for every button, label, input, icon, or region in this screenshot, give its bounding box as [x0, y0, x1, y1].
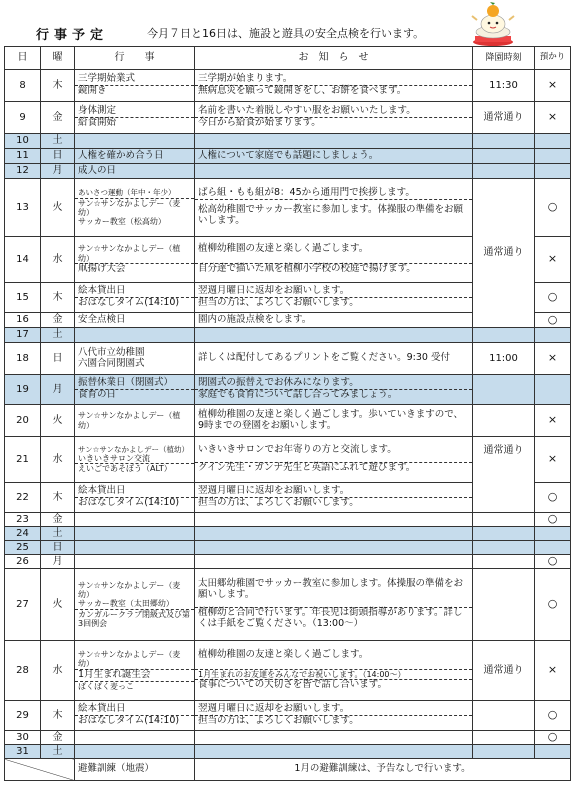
table-cell: 通常通り: [473, 641, 535, 701]
table-cell: ×: [535, 641, 571, 701]
event-text: おはなしタイム(14:10): [75, 297, 194, 309]
table-cell: [195, 701, 473, 731]
table-cell: [195, 483, 473, 513]
table-cell: 16: [5, 313, 41, 328]
table-cell: 18: [5, 343, 41, 375]
table-cell: [75, 541, 195, 555]
table-row: [5, 164, 571, 179]
table-cell: ○: [535, 569, 571, 641]
table-cell: [473, 328, 535, 343]
notice-text: 翌週月曜日に返却をお願いします。: [198, 285, 350, 297]
table-cell: [473, 164, 535, 179]
table-cell: [473, 541, 535, 555]
notice-text: 植柳幼と合同で行います。年長児は街頭指導があります。詳しくは手紙をご覧ください。（13:00～）: [195, 607, 472, 630]
table-cell: [195, 731, 473, 745]
table-cell: [195, 134, 473, 149]
table-cell: 27: [5, 569, 41, 641]
table-cell: [473, 149, 535, 164]
table-cell: [195, 569, 473, 641]
table-cell: 水: [41, 237, 75, 283]
schedule-table: [4, 46, 571, 781]
table-cell: [75, 513, 195, 527]
table-row: [5, 134, 571, 149]
table-cell: [473, 513, 535, 527]
table-cell: [75, 328, 195, 343]
col-time: 降園時刻: [473, 47, 535, 70]
event-text: 六園合同閉園式: [78, 357, 145, 369]
event-text: サン☆サンなかよしデー（麦幼）: [75, 198, 194, 217]
table-cell: [473, 375, 535, 405]
table-cell: 木: [41, 483, 75, 513]
table-cell: 人権を確かめ合う日: [75, 149, 195, 164]
table-cell: 水: [41, 641, 75, 701]
table-cell: [535, 375, 571, 405]
table-cell: 25: [5, 541, 41, 555]
table-row: [5, 555, 571, 569]
event-text: おはなしタイム(14:10): [75, 715, 194, 727]
col-azukari: 預かり: [535, 47, 571, 70]
table-row: [5, 527, 571, 541]
table-cell: 土: [41, 134, 75, 149]
table-cell: 土: [41, 328, 75, 343]
table-cell: [75, 555, 195, 569]
table-cell: サン☆サンなかよしデー（植幼）: [75, 405, 195, 437]
table-cell: [75, 527, 195, 541]
notice-text: 三学期が始まります。: [198, 73, 293, 85]
table-cell: [195, 328, 473, 343]
table-cell: ○: [535, 555, 571, 569]
table-cell: ×: [535, 70, 571, 102]
table-cell: [195, 375, 473, 405]
event-text: ぱくぱく麦っこ: [75, 681, 194, 691]
table-cell: [75, 745, 195, 759]
table-cell: ○: [535, 483, 571, 513]
notice-text: 家庭でも食育について話し合ってみましょう。: [195, 389, 472, 401]
notice-text: 翌週月曜日に返却をお願いします。: [198, 485, 350, 497]
table-cell: [473, 527, 535, 541]
notice-text: 担当の方は、よろしくお願いします。: [195, 297, 472, 309]
table-cell: 金: [41, 513, 75, 527]
event-text: 八代市立幼稚園: [78, 346, 145, 358]
table-cell: 金: [41, 102, 75, 134]
kagami-mochi-mascot-icon: [468, 2, 518, 46]
table-row: [5, 569, 571, 641]
table-cell: [75, 569, 195, 641]
table-cell: [75, 237, 195, 283]
table-cell: 28: [5, 641, 41, 701]
notice-text: 植柳幼稚園の友達と楽しく過ごします。: [198, 648, 369, 660]
table-cell: ×: [535, 437, 571, 483]
notice-text: いきいきサロンでお年寄りの方と交流します。: [198, 444, 397, 456]
table-cell: 9: [5, 102, 41, 134]
col-day: 日: [5, 47, 41, 70]
table-cell: 11:00: [473, 343, 535, 375]
table-cell: 11:30: [473, 70, 535, 102]
notice-text: 担当の方は、よろしくお願いします。: [195, 497, 472, 509]
table-cell: 避難訓練（地震）: [75, 759, 195, 781]
table-cell: 日: [41, 541, 75, 555]
table-cell: 日: [41, 343, 75, 375]
event-text: おはなしタイム(14:10): [75, 497, 194, 509]
table-cell: [75, 179, 195, 237]
table-cell: [75, 483, 195, 513]
table-cell: 日: [41, 149, 75, 164]
table-cell: [473, 405, 535, 437]
notice-text: 今日から給食が始まります。: [195, 117, 472, 129]
table-cell: 19: [5, 375, 41, 405]
notice-text: 太田郷幼稚園でサッカー教室に参加します。体操服の準備をお願いします。: [198, 578, 464, 601]
event-text: サン☆サンなかよしデー（植幼）: [78, 444, 189, 454]
event-text: カンガルークラブ閉級式及び第3回例会: [75, 609, 194, 628]
table-cell: 20: [5, 405, 41, 437]
table-row-evacuation-drill: [5, 759, 571, 781]
header-notice: 今月７日と16日は、施設と遊具の安全点検を行います。: [147, 27, 425, 40]
event-text: 給食開始: [75, 117, 194, 129]
page-title: 行事予定: [36, 28, 109, 43]
table-cell: 植柳幼稚園の友達と楽しく過ごします。歩いていきますので、9時までの登園をお願いします。: [195, 405, 473, 437]
table-cell: [195, 745, 473, 759]
table-cell: [195, 237, 473, 283]
table-cell: 10: [5, 134, 41, 149]
table-cell: [195, 513, 473, 527]
header: [0, 0, 576, 46]
table-cell: 木: [41, 283, 75, 313]
table-cell: [75, 731, 195, 745]
table-cell: [75, 437, 195, 483]
notice-text: 植柳幼稚園の友達と楽しく過ごします。: [198, 243, 369, 255]
notice-text: 自分達で描いた凧を植柳小学校の校庭で揚げます。: [195, 263, 472, 275]
event-text: 凧揚げ大会: [75, 263, 194, 275]
table-cell: [75, 641, 195, 701]
table-cell: ×: [535, 405, 571, 437]
table-row: [5, 513, 571, 527]
table-cell: [75, 134, 195, 149]
event-text: サン☆サンなかよしデー（麦幼）: [78, 650, 181, 669]
table-cell: 木: [41, 701, 75, 731]
table-cell: 14: [5, 237, 41, 283]
table-row: [5, 70, 571, 102]
table-cell: [535, 745, 571, 759]
table-cell: 人権について家庭でも話題にしましょう。: [195, 149, 473, 164]
table-cell: 安全点検日: [75, 313, 195, 328]
table-cell: [195, 555, 473, 569]
table-row: [5, 102, 571, 134]
table-cell: [195, 527, 473, 541]
table-cell: [535, 134, 571, 149]
table-row: [5, 641, 571, 701]
table-row: [5, 405, 571, 437]
table-cell: 月: [41, 375, 75, 405]
notice-text: クイン先生・ガンナ先生と英語にふれて遊びます。: [195, 462, 472, 474]
table-header-row: [5, 47, 571, 70]
table-cell: 火: [41, 569, 75, 641]
table-cell: [195, 641, 473, 701]
table-cell: [473, 569, 535, 641]
table-cell: ×: [535, 237, 571, 283]
table-cell: [535, 149, 571, 164]
table-cell: 31: [5, 745, 41, 759]
table-cell: [473, 745, 535, 759]
table-cell: 24: [5, 527, 41, 541]
event-text: サッカー教室（松高幼）: [78, 216, 166, 226]
table-cell: ○: [535, 701, 571, 731]
notice-text: 閉園式の振替えでお休みになります。: [198, 377, 359, 389]
table-cell: [473, 555, 535, 569]
table-cell: 15: [5, 283, 41, 313]
table-row: [5, 731, 571, 745]
table-cell: [75, 701, 195, 731]
event-text: 絵本貸出日: [78, 485, 126, 497]
table-cell: 成人の日: [75, 164, 195, 179]
table-cell: 月: [41, 164, 75, 179]
table-cell: 26: [5, 555, 41, 569]
table-cell: [195, 541, 473, 555]
table-cell: [75, 102, 195, 134]
table-cell: [535, 164, 571, 179]
table-cell: ○: [535, 513, 571, 527]
table-cell: [195, 70, 473, 102]
event-text: 絵本貸出日: [78, 285, 126, 297]
table-cell: 17: [5, 328, 41, 343]
table-cell: [75, 70, 195, 102]
table-cell: ×: [535, 102, 571, 134]
table-cell: 土: [41, 745, 75, 759]
event-text: サン☆サンなかよしデー（麦幼）: [78, 581, 181, 600]
event-text: えいごであそぼう（ALT）: [75, 463, 194, 473]
table-row: [5, 745, 571, 759]
event-text: いきいきサロン交流: [78, 454, 150, 464]
table-cell: 園内の施設点検をします。: [195, 313, 473, 328]
table-cell: 土: [41, 527, 75, 541]
col-dow: 曜: [41, 47, 75, 70]
notice-text: 1月生まれのお友達をみんなでお祝いします。（14:00～）: [195, 669, 472, 679]
table-cell: [75, 283, 195, 313]
event-text: 鏡開き: [75, 85, 194, 97]
event-text: 絵本貸出日: [78, 703, 126, 715]
table-cell: 木: [41, 70, 75, 102]
table-row: [5, 437, 571, 483]
event-text: 1月生まれ誕生会: [75, 669, 194, 681]
table-row: [5, 149, 571, 164]
table-cell: ○: [535, 313, 571, 328]
event-text: 振替休業日（閉園式）: [78, 377, 174, 389]
table-cell: 水: [41, 437, 75, 483]
table-cell: 金: [41, 313, 75, 328]
table-cell: [473, 731, 535, 745]
notice-text: 食事についての大切さを皆で話し合います。: [195, 679, 472, 691]
table-row: [5, 541, 571, 555]
table-cell: [195, 283, 473, 313]
event-text: 食育の日: [75, 389, 194, 401]
table-cell: 火: [41, 405, 75, 437]
notice-text: 翌週月曜日に返却をお願いします。: [198, 703, 350, 715]
table-cell: [473, 701, 535, 731]
table-cell: 29: [5, 701, 41, 731]
table-cell: ×: [535, 343, 571, 375]
table-cell: ○: [535, 283, 571, 313]
table-cell: 21: [5, 437, 41, 483]
table-cell: [195, 164, 473, 179]
table-cell: [5, 759, 75, 781]
event-text: 身体測定: [78, 105, 117, 117]
event-text: 三学期始業式: [78, 73, 136, 85]
table-row: [5, 179, 571, 237]
table-cell: 23: [5, 513, 41, 527]
col-event: 行 事: [75, 47, 195, 70]
notice-text: 担当の方は、よろしくお願いします。: [195, 715, 472, 727]
table-row: [5, 375, 571, 405]
event-text: サッカー教室（太田郷幼）: [78, 599, 174, 609]
table-cell: 通常通り: [473, 179, 535, 328]
table-cell: 12: [5, 164, 41, 179]
notice-text: 無病息災を願って鏡開きをし、お餅を食べます。: [195, 85, 472, 97]
notice-text: 松高幼稚園でサッカー教室に参加します。体操服の準備をお願いします。: [195, 199, 472, 227]
table-row: [5, 343, 571, 375]
table-cell: 8: [5, 70, 41, 102]
table-cell: [75, 343, 195, 375]
table-cell: [75, 375, 195, 405]
table-cell: 金: [41, 731, 75, 745]
table-cell: ○: [535, 731, 571, 745]
table-cell: 30: [5, 731, 41, 745]
event-text: サン☆サンなかよしデー（植幼）: [78, 244, 181, 263]
table-cell: [535, 541, 571, 555]
table-cell: 火: [41, 179, 75, 237]
table-row: [5, 328, 571, 343]
table-cell: [195, 179, 473, 237]
col-notice: お 知 ら せ: [195, 47, 473, 70]
table-cell: [195, 102, 473, 134]
table-cell: [473, 134, 535, 149]
table-cell: 1月の避難訓練は、予告なしで行います。: [195, 759, 571, 781]
event-text: あいさつ運動（年中・年少）: [78, 187, 176, 197]
table-cell: 11: [5, 149, 41, 164]
table-row: [5, 701, 571, 731]
table-cell: 13: [5, 179, 41, 237]
notice-text: ばら組・もも組が8：45から通用門で挨拶します。: [198, 187, 415, 199]
table-cell: [535, 328, 571, 343]
table-cell: 22: [5, 483, 41, 513]
table-cell: [195, 437, 473, 483]
table-cell: 通常通り: [473, 102, 535, 134]
table-cell: 詳しくは配付してあるプリントをご覧ください。9:30 受付: [195, 343, 473, 375]
table-cell: [535, 527, 571, 541]
table-cell: 月: [41, 555, 75, 569]
table-cell: ○: [535, 179, 571, 237]
table-cell: 通常通り: [473, 437, 535, 513]
notice-text: 名前を書いた着脱しやすい服をお願いいたします。: [198, 105, 416, 117]
